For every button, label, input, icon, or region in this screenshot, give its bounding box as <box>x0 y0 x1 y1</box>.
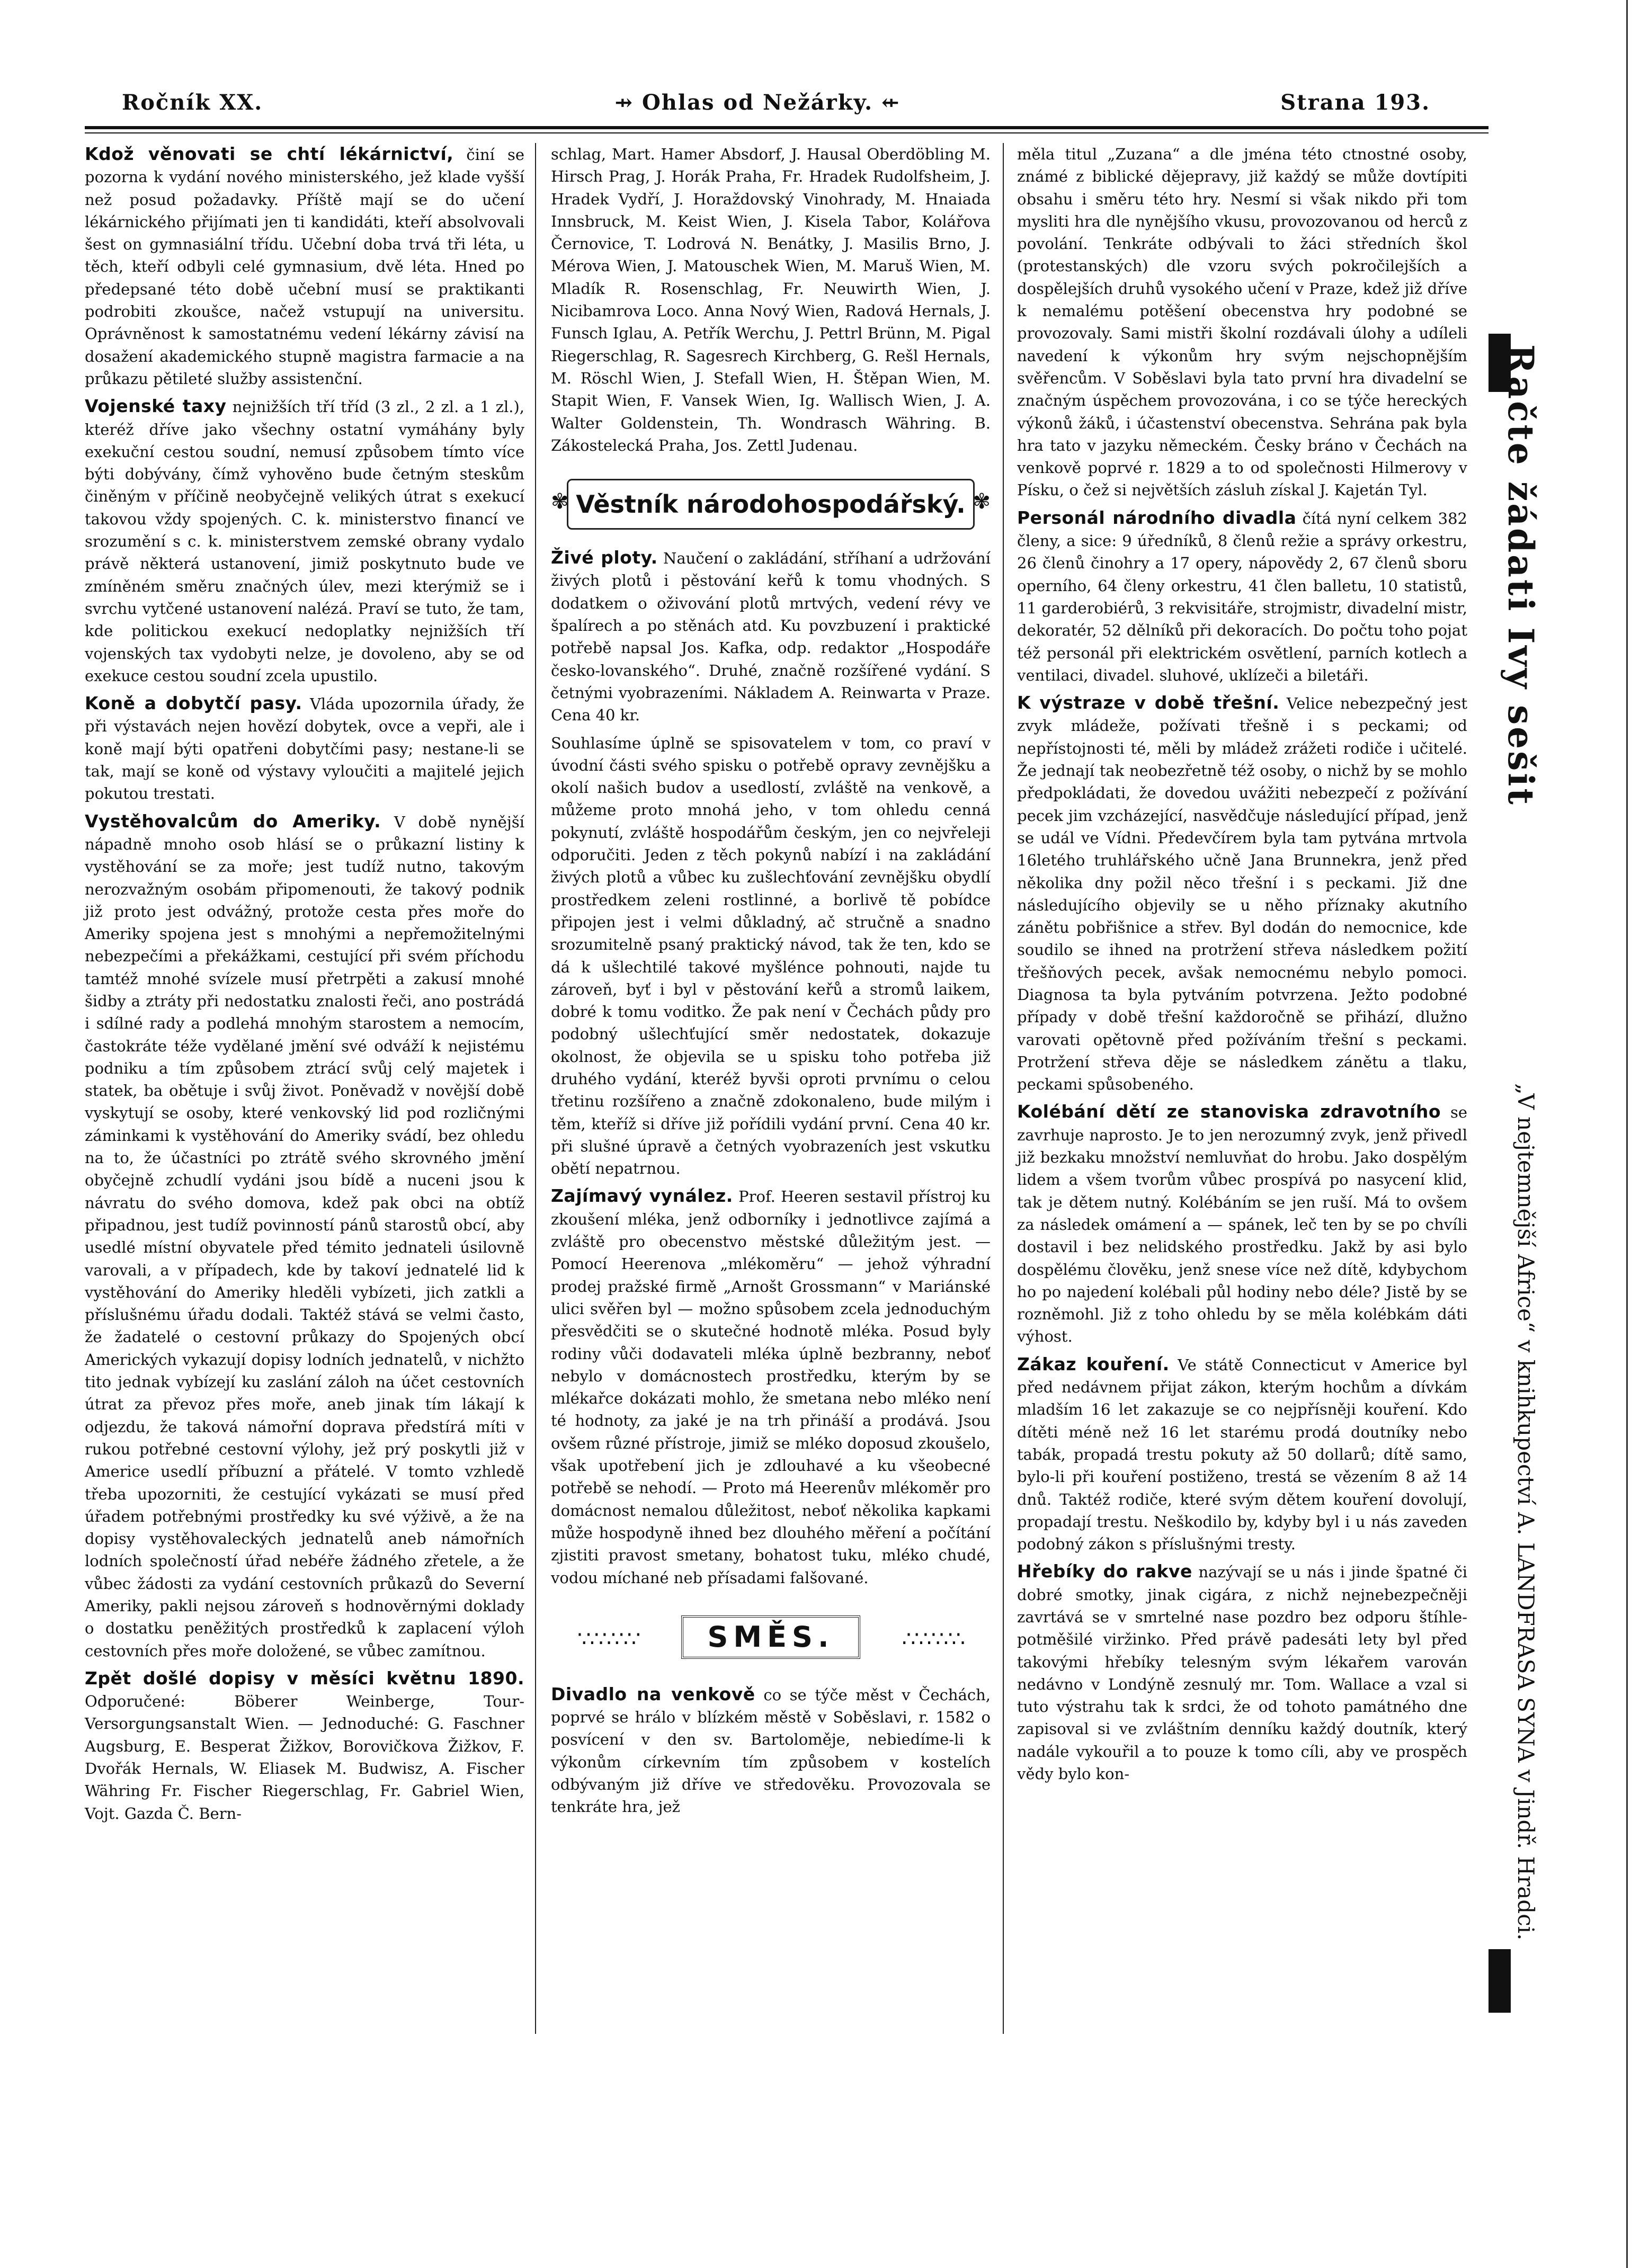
page-edge <box>1626 0 1628 2268</box>
article-heading: Zákaz kouření. <box>1017 1353 1170 1374</box>
article-text: nejnižších tří tříd (3 zl., 2 zl. a 1 zl.), kteréž dříve jako všechny ostatní vymáhány byly exekuční cestou soudní, nemusí způsobem tímto více býti dobývány, čímž vyhověno bude četným steskům činěným v příčině neobyčejně velikých útrat s exekucí takovou vždy spojených. C. k. ministerstvo financí ve srozumění s c. k. ministerstvem zemské obrany vydalo právě některá ustanovení, jimiž poskytnuto bude ve zmíněném směru značných úlev, mezi kterýmiž se i svrchu vytčené ustanovení nalézá. Praví se tuto, že tam, kde politickou exekucí nedoplatky nejnižších tří vojenských tax vydobyti nelze, je dovoleno, aby se od exekuce cestou soudní zcela upustilo. <box>85 398 524 685</box>
article-text: co se týče měst v Čechách, poprvé se hrálo v blízkém městě v Soběslavi, r. 1582 o posvícení v den sv. Bartoloměje, nebiedíme-li k výkonům církevním tím způsobem v kostelích odbývaným již dříve ve středověku. Provozovala se tenkráte hra, jež <box>551 1685 991 1816</box>
section-banner <box>551 475 991 533</box>
article <box>1017 143 1467 502</box>
article-continuation: schlag, Mart. Hamer Absdorf, J. Hausal Oberdöbling M. Hirsch Prag, J. Horák Praha, Fr. Hradek Rudolfsheim, J. Hradek Vydří, J. Horaždovský Vinohrady, M. Hnaiada Innsbruck, M. Keist Wien, J. Kisela Tabor, Kolářova Černovice, T. Lodrová N. Benátky, J. Masilis Brno, J. Mérova Wien, J. Matouschek Wien, M. Maruš Wien, M. Mladík R. Rosenschlag, Fr. Neuwirth Wien, J. Nicibamrova Loco. Anna Nový Wien, Radová Hernals, J. Funsch Iglau, A. Petřík Werchu, J. Pettrl Brünn, M. Pigal Riegerschlag, R. Sagesrech Kirchberg, G. Rešl Hernals, M. Röschl Wien, J. Stefall Wien, H. Štěpan Wien, M. Stapit Wien, F. Vansek Wien, Ig. Wallisch Wien, J. A. Walter Goldenstein, Th. Wondrasch Währing. B. Zákostelecká Praha, Jos. Zettl Judenau. <box>551 145 991 454</box>
page-header <box>85 85 1430 122</box>
page-number: Strana 193. <box>1280 90 1430 115</box>
article <box>85 1667 524 1825</box>
article-text: Vláda upozornila úřady, že při výstavách nejen hovězí dobytek, ovce a vepři, ale i koně mají býti opatřeni dobytčími pasy; nestane-li se tak, mají se koně od výstavy vyloučiti a majitelé jejich pokutou trestati. <box>85 695 525 803</box>
article <box>1017 692 1467 1095</box>
article-text: Velice nebezpečný jest zvyk mládeže, požívati třešně i s peckami; od nepřístojnosti té, měli by mládež zrážeti rodiče i učitelé. Že jednají tak neobezřetně též osoby, o nichž by se mohlo předpokládati, že dovedou uvážiti nebezpečí z požívání pecek jim vzcházející, nasvědčuje následující případ, jenž se udál ve Vídni. Předevčírem byla tam pytvána mrtvola 16letého truhlářského učně Jana Brunnekra, jenž před několika dny požil něco třešní i s peckami. Již dne následujícího objevily se u něho příznaky akutního zánětu pobřišnice a střev. Byl dodán do nemocnice, kde soudilo se ihned na protržení střeva následkem požití třešňových pecek, avšak nemocnému nebylo pomoci. Diagnosa ta byla pytváním potvrzena. Ježto podobné případy v době třešní každoročně se přihází, dlužno varovati opětovně před požíváním třešní s peckami. Protržení střeva děje se následkem zánětu a tlaku, peckami spůsobeného. <box>1017 694 1467 1094</box>
article <box>1017 1101 1467 1347</box>
article <box>85 143 524 390</box>
column-1 <box>85 143 524 1830</box>
ad-title: Račte žádati Ivy sešit <box>1500 344 1541 807</box>
header-rule <box>85 126 1489 129</box>
article-text: Naučení o zakládání, stříhaní a udržování živých plotů i pěstování keřů k tomu vhodných. S dodatkem o oživování plotů mrtvých, vedení révy ve špalírech a po stěnách atd. Ku povzbuzení i praktické potřebě napsal Jos. Kafka, odp. redaktor „Hospodáře česko-lovanského“. Druhé, značně rozšířené vydání. S četnými vyobrazeními. Nákladem A. Reinwarta v Praze. Cena 40 kr. <box>551 549 991 725</box>
article <box>85 810 524 1662</box>
header-rule-thin <box>85 132 1489 133</box>
column-divider <box>535 143 536 2034</box>
article-heading: Personál národního divadla <box>1017 507 1297 528</box>
article <box>551 1185 991 1588</box>
article-heading: Vojenské taxy <box>85 396 227 417</box>
article-text: se zavrhuje naprosto. Je to jen nerozumný zvyk, jenž přivedl již bezkaku množství nemluvňat do hrobu. Jako dospělým lidem a všem tvorům vůbec prospívá po nasycení klid, tak je dětem nutný. Kolébáním se jen ruší. Má to ovšem za následek omámení a — spánek, leč ten by se po chvíli dostavil i bez nelidského prostředku. Jakž by asi bylo dospělému člověku, jenž snese více než dítě, kdybychom ho po najedení kolébali půl hodiny nebo déle? Jistě by se rozněmohl. Již z toho ohledu by se měla kolébkám dáti výhost. <box>1017 1103 1468 1346</box>
article-heading: Živé ploty. <box>551 547 658 568</box>
column-3 <box>1017 143 1467 1790</box>
volume-label: Ročník XX. <box>122 90 263 115</box>
ornament-icon: ∵∴∵∴∵ <box>577 1627 640 1651</box>
article-text: Odporučené: Böberer Weinberge, Tour-Versorgungsanstalt Wien. — Jednoduché: G. Faschner Augsburg, E. Besperat Žižkov, Borovičkova Žižkov, F. Dvořák Hernals, W. Eliasek M. Budwisz, A. Fischer Währing Fr. Fischer Riegerschlag, Fr. Gabriel Wien, Vojt. Gazda Č. Bern- <box>85 1692 524 1823</box>
article-text: Souhlasíme úplně se spisovatelem v tom, co praví v úvodní části svého spisku o potřebě opravy zevnějšku a okolí našich budov a usedlostí, zvláště na venkově, a můžeme proto mnohá jeho, v tom ohledu cenná pokynutí, zvláště hospodářům českým, jen co nejvřeleji odporučiti. Jeden z těch pokynů nabízí i na zakládání živých plotů a vůbec ku zušlechťování zevnějšku obydlí prostředkem zeleni rostlinné, a borlivě tě pobídce připojen jest i velmi důkladný, ač stručně a snadno srozumitelně psaný praktický návod, tak že ten, kdo se dá k ušlechtilé takové myšlénce pohnouti, najde tu zároveň, byť i byl v pěstování keřů a stromů laikem, dobré k tomu voditko. Že pak není v Čechách půdy pro podobný ušlechťující směr nedostatek, dokazuje okolnost, že objevila se u spisku toho potřeba již druhého vydání, kteréž byvši oproti prvnímu o celou třetinu rozšířeno a značně zdokonaleno, bude milým i těm, kteříž si dříve již pořídili vydání první. Cena 40 kr. při slušné úpravě a četných vyobrazeních jest vskutku obětí nepatrnou. <box>551 734 991 1178</box>
article <box>1017 1560 1467 1785</box>
article-heading: Kolébání dětí ze stanoviska zdravotního <box>1017 1101 1441 1122</box>
ad-bar <box>1489 1949 1511 2013</box>
article-heading: Koně a dobytčí pasy. <box>85 693 302 714</box>
ornament-icon: ✾ <box>973 489 991 514</box>
article-heading: Zpět došlé dopisy v měsíci květnu 1890. <box>85 1667 524 1689</box>
article <box>85 395 524 687</box>
article-text: nazývají se u nás i jinde špatné či dobré smotky, jinak cigára, z nichž nejnebezpečněji zavrtává se v smrtelné nase pozdro bez odporu štíhle-potměšilé viržinko. Před právě padesáti lety byl před takovými hřebíky telesným svým lékařem varován nedávno v Londýně zesnulý mr. Tom. Wallace a vzal si tuto výstrahu tak k srdci, že od tohoto památného dne zapisoval si ve zvláštním denníku každý doutník, který nadále vykouřil a to pouze k tomo cíli, aby ve prospěch vědy bylo kon- <box>1017 1563 1467 1783</box>
article-heading: Vystěhovalcům do Ameriky. <box>85 810 381 832</box>
section-title: Věstník národohospodářský. <box>576 490 966 519</box>
article-text: Prof. Heeren sestavil přístroj ku zkoušení mléka, jenž odborníky i jednotlivce zajímá a zvláště pro obecenstvo městské důležitým jest. — Pomocí Heerenova „mlékoměru“ — jehož výhradní prodej pražské firmě „Arnošt Grossmann“ v Mariánské ulici svěřen byl — možno spůsobem zcela jednoduchým přesvědčiti se o skutečné hodnotě mléka. Posud byly rodiny vůči dodavateli mléka úplně bezbranny, neboť nebylo v domácnostech prostředku, kterým by se mlékařce dokázati mohlo, že smetana nebo mléko není té hodnoty, za jaké je na trh přináší a prodává. Jsou ovšem různé přístroje, jimiž se mléko doposud zkoušelo, však upotřebení jich je zdlouhavé a ku všeobecné potřebě se nehodí. — Proto má Heerenův mlékoměr pro domácnost nemalou důležitost, neboť několika kapkami může hospodyně ihned bez dlouhého měření a počítání zjistiti pravost smetany, bohatost tuku, mléko chudé, vodou míchané neb přísadami falšované. <box>551 1187 991 1587</box>
article-heading: Hřebíky do rakve <box>1017 1561 1192 1582</box>
ad-subtitle: „V nejtemnější Africe“ v knihkupectví A. LANDFRASA SYNA v Jindř. Hradci. <box>1513 1083 1539 1941</box>
smes-title: SMĚS. <box>681 1615 861 1659</box>
article-text: měla titul „Zuzana“ a dle jména této ctnostné osoby, známé z biblické dějepravy, již každý se může dovtípiti obsahu i směru této hry. Nesmí si však nikdo při tom mysliti hra dle nynějšího vkusu, provozovanou od herců z povolání. Tenkráte odbývali to žáci středních škol (protestanských) dle vzoru svých pokročilejších a dospělejších druhů vysokého učení v Praze, kdež již dříve k nemalému potěšení obecenstva hry podobné se provozovaly. Sami mistři školní rozdávali úlohy a udíleli navedení k výkonům hry svým nejschopnějším svěřencům. V Soběslavi byla tato první hra divadelní se značným úspěchem provozována, i co se týče hereckých výkonů žáků, i účastenství obecenstva. Sehrána pak byla hra tato v jazyku německém. Česky bráno v Čechách na venkově poprvé r. 1829 a to od společnosti Hilmerovy v Písku, o čež si největších zásluh získal J. Kajetán Tyl. <box>1017 145 1467 499</box>
article <box>551 547 991 726</box>
article-text: činí se pozorna k vydání nového ministerského, jež klade vyšší než posud požadavky. Příště mají se do učení lékárnického přijímati jen ti kandidáti, kteří absolvovali šest on gymnasiální třídu. Učební doba trvá tři léta, u těch, kteří odbyli celé gymnasium, dvě léta. Hned po předepsané této době učební musí se praktikanti podrobiti zkoušce, načež vstupují na universitu. Oprávněnost k samostatnému vedení lékárny závisí na dosažení akademického stupně magistra farmacie a na průkazu pětileté služby assistenční. <box>85 146 524 388</box>
section-title-box <box>567 479 975 530</box>
column-2 <box>551 143 991 1824</box>
article <box>1017 1353 1467 1556</box>
article-text: V době nynější nápadně mnoho osob hlásí se o průkazní listiny k vystěhování se za moře; jest tudíž nutno, takovým nerozvažným osobám připomenouti, že takový podnik již proto jest odvážný, protože cesta přes moře do Ameriky spojena jest s mnohými a nepřemožitelnými nebezpečími a překážkami, cestující při svém příchodu tamtéž mnohé svízele musí přetrpěti a zakusí mnohé šidby a ztráty při nedostatku znalosti řeči, ano postrádá i sdílné rady a podlehá mnohým starostem a nemocím, častokráte téže vydělané jmění své odváží k nejistému podniku a tím způsobem ztrácí svůj celý majetek i statek, ba obětuje i svůj život. Poněvadž v novější době vyskytují se osoby, které venkovský lid pod rozličnými záminkami k vystěhování do Ameriky svádí, bez ohledu na to, že účastníci po ztrátě svého skrovného jmění obyčejně zchudlí vydáni jsou bídě a nuceni jsou k návratu do svého domova, kdež pak obci na obtíž připadnou, jest tudíž povinností pánů starostů obcí, aby usedlé místní obyvatele před témito jednateli úsilovně varovali, a v případech, kde by takoví jednatelé lid k vystěhování do Ameriky hleděli vybízeti, jich zatkli a příslušnému úřadu dodali. Taktéž stává se velmi často, že žadatelé o cestovní průkazy do Spojených obcí Amerických vykazují dopisy lodních jednatelů, v nichžto tito jednak vybízejí ku zaslání záloh na účet cestovních útrat za převoz přes moře, aneb jinak tím lákají k odjezdu, že taková námořní doprava předstírá míti v rukou potřebné cestovní výlohy, jež prý poskytli již v Americe usedlí příbuzní a přátelé. V tomto vzhledě třeba upozorniti, že cestující vykázati se musí před úřadem potřebnými prostředky ku své výživě, a že na dopisy vystěhovaleckých jednatelů aneb námořních lodních společností úřad nebéře žádného zřetele, a že vůbec žádosti za vydání cestovních průkazů do Severní Ameriky, pakli nejsou zároveň s hodnověrnými doklady o dostatku peněžitých prostředků k zaplacení výloh cestovních přes moře doložené, se vůbec zamítnou. <box>85 812 524 1660</box>
article-heading: K výstraze v době třešní. <box>1017 692 1280 713</box>
article-heading: Divadlo na venkově <box>551 1683 755 1704</box>
article <box>551 1683 991 1818</box>
smes-banner <box>551 1607 991 1671</box>
side-advertisement <box>1478 159 1541 2013</box>
journal-title: ⇸ Ohlas od Nežárky. ⇷ <box>614 90 901 115</box>
article-text: čítá nyní celkem 382 členy, a sice: 9 úředníků, 8 členů režie a správy orkestru, 26 členů činohry a 17 opery, nápovědy 2, 67 členů sboru operního, 64 členy orkestru, 41 člen balletu, 10 statistů, 11 garderobiérů, 3 rekvisitáře, strojmistr, divadelní mistr, dekoratér, 52 dělníků při dekoracích. Do počtu toho pojat též personál při elektrickém osvětlení, parních kotlech a ventilaci, divadel. sluhové, uklízeči a biletáři. <box>1017 509 1467 684</box>
article <box>551 732 991 1180</box>
article-heading: Kdož věnovati se chtí lékárnictví, <box>85 144 454 164</box>
ornament-icon: ∴∵∴∵∴ <box>902 1627 964 1651</box>
article-text: Ve státě Connecticut v Americe byl před nedávnem přijat zákon, kterým hochům a dívkám mladším 16 let zakazuje se co nejpřísněji kouření. Kdo dítěti méně než 16 let starému prodá doutníky nebo tabák, propadá trestu pokuty až 50 dollarů; dítě samo, bylo-li při kouření postiženo, trestá se vězením 8 až 14 dnů. Taktéž rodiče, které svým dětem kouření dovolují, propadají trestu. Neškodilo by, kdyby byl i u nás zaveden podobný zákon s příslušnými tresty. <box>1017 1355 1467 1553</box>
column-divider <box>1003 143 1004 2034</box>
article <box>85 692 524 805</box>
article <box>1017 507 1467 686</box>
article-heading: Zajímavý vynález. <box>551 1185 733 1207</box>
ornament-icon: ✾ <box>551 489 569 514</box>
